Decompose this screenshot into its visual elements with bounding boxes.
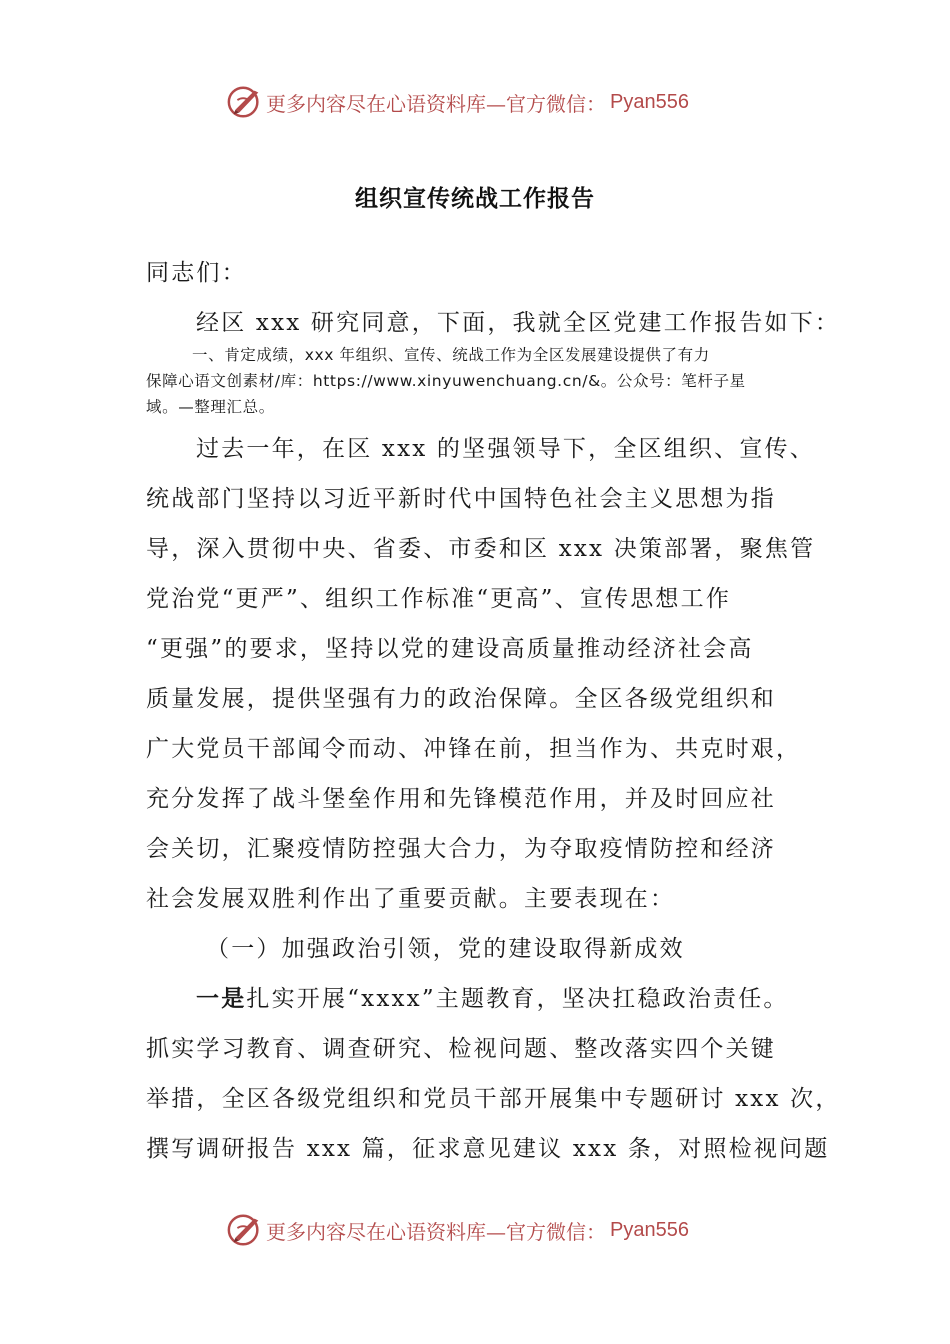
paragraph-line: 举措，全区各级党组织和党员干部开展集中专题研讨 xxx 次， — [146, 1086, 841, 1112]
paragraph-line: 会关切，汇聚疫情防控强大合力，为夺取疫情防控和经济 — [146, 836, 776, 862]
watermark-text: 更多内容尽在心语资料库—官方微信： — [266, 1219, 606, 1244]
paragraph-line: 充分发挥了战斗堡垒作用和先锋模范作用，并及时回应社 — [146, 786, 776, 812]
point-first-line — [146, 974, 826, 1024]
paragraph-line: 抓实学习教育、调查研究、检视问题、整改落实四个关键 — [146, 1036, 776, 1062]
paragraph-line: 广大党员干部闻令而动、冲锋在前，担当作为、共克时艰， — [146, 736, 802, 762]
salutation: 同志们： — [146, 260, 247, 286]
paragraph-line: 撰写调研报告 xxx 篇，征求意见建议 xxx 条，对照检视问题 — [146, 1136, 830, 1162]
watermark-handle: Pyan556 — [610, 90, 689, 113]
document-body — [146, 248, 841, 1174]
paragraph-line: 导，深入贯彻中央、省委、市委和区 xxx 决策部署，聚焦管 — [146, 536, 816, 562]
point-text: 扎实开展“xxxx”主题教育，坚决扛稳政治责任。 — [246, 986, 789, 1012]
paragraph-line: 过去一年，在区 xxx 的坚强领导下，全区组织、宣传、 — [196, 436, 815, 462]
note-line: 保障心语文创素材/库：https://www.xinyuwenchuang.cn/&。公众号：笔杆子星 — [146, 372, 746, 390]
footer-watermark — [226, 1210, 746, 1250]
point-lead: 一是 — [196, 985, 247, 1012]
paragraph-line: 质量发展，提供坚强有力的政治保障。全区各级党组织和 — [146, 686, 776, 712]
section-heading: （一）加强政治引领，党的建设取得新成效 — [206, 936, 685, 962]
header-watermark — [226, 82, 746, 122]
note-line: 一、肯定成绩，xxx 年组织、宣传、统战工作为全区发展建设提供了有力 — [192, 346, 710, 364]
intro-line: 经区 xxx 研究同意，下面，我就全区党建工作报告如下： — [196, 310, 841, 336]
paragraph-line: “更强”的要求，坚持以党的建设高质量推动经济社会高 — [146, 636, 754, 662]
document-title: 组织宣传统战工作报告 — [355, 186, 595, 212]
paragraph-line: 党治党“更严”、组织工作标准“更高”、宣传思想工作 — [146, 586, 732, 612]
inserted-note — [146, 342, 826, 420]
paragraph-line: 社会发展双胜利作出了重要贡献。主要表现在： — [146, 886, 676, 912]
watermark-handle: Pyan556 — [610, 1218, 689, 1241]
pen-logo-icon — [226, 83, 264, 121]
note-line: 域。—整理汇总。 — [146, 398, 275, 416]
paragraph-line: 统战部门坚持以习近平新时代中国特色社会主义思想为指 — [146, 486, 776, 512]
watermark-text: 更多内容尽在心语资料库—官方微信： — [266, 91, 606, 116]
pen-logo-icon — [226, 1211, 264, 1249]
